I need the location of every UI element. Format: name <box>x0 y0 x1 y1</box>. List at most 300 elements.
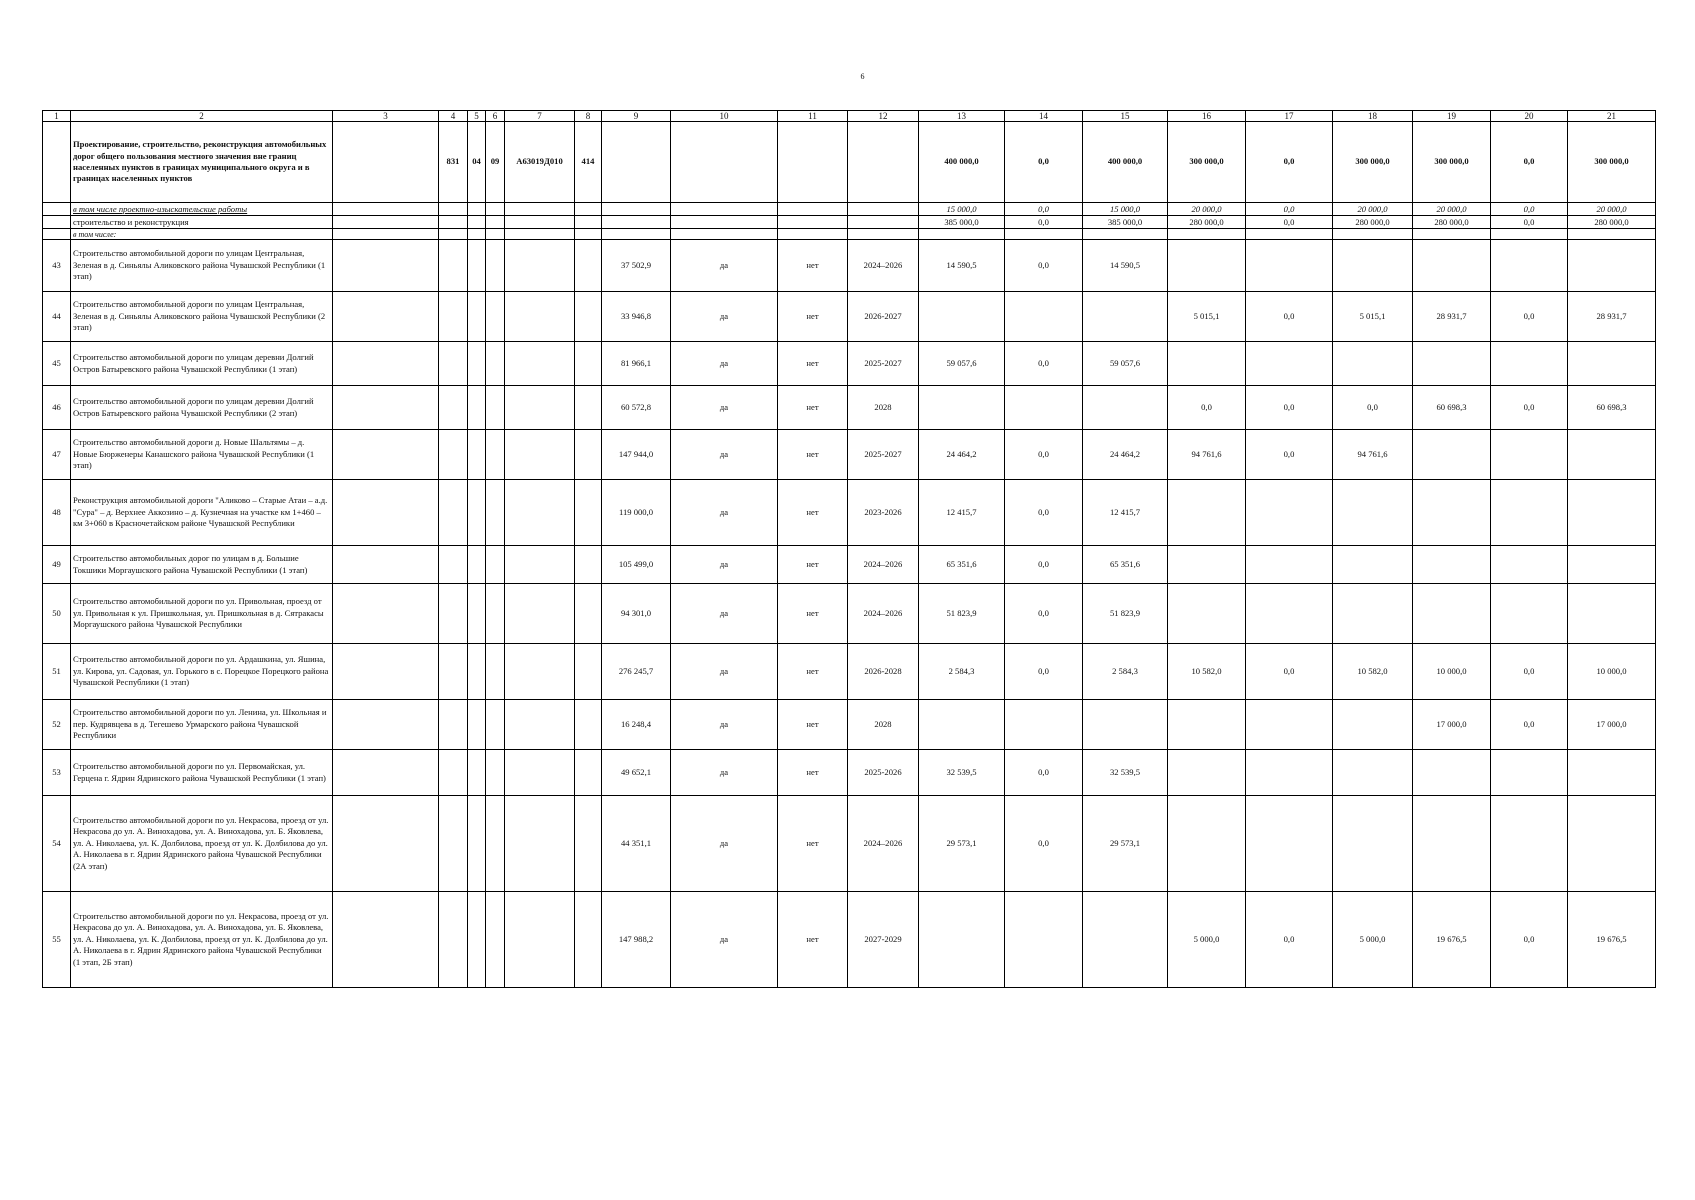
cell-c5 <box>468 240 486 292</box>
cell-c10: да <box>671 342 778 386</box>
cell-c20 <box>1491 546 1568 584</box>
cell-c21 <box>1568 240 1656 292</box>
cell-c14: 0,0 <box>1005 750 1083 796</box>
cell-c19 <box>1413 240 1491 292</box>
cell-c19: 10 000,0 <box>1413 644 1491 700</box>
cell-c15: 29 573,1 <box>1083 796 1168 892</box>
cell-c3 <box>333 292 439 342</box>
cell-c4 <box>439 644 468 700</box>
row-number: 43 <box>43 240 71 292</box>
cell-c13: 24 464,2 <box>919 430 1005 480</box>
cell-c17 <box>1246 750 1333 796</box>
cell-c18 <box>1333 750 1413 796</box>
cell-c16 <box>1168 342 1246 386</box>
cell <box>778 216 848 229</box>
cell-c12: 2024–2026 <box>848 584 919 644</box>
cell-c11: нет <box>778 430 848 480</box>
cell-c8 <box>575 480 602 546</box>
cell-c8 <box>575 386 602 430</box>
cell-c18 <box>1333 546 1413 584</box>
construction-c17: 0,0 <box>1246 216 1333 229</box>
design-row <box>43 203 1656 216</box>
column-number: 10 <box>671 111 778 122</box>
cell-c15: 59 057,6 <box>1083 342 1168 386</box>
summary-subsection: 09 <box>486 122 505 203</box>
cell-c9: 147 944,0 <box>602 430 671 480</box>
cell-c3 <box>333 700 439 750</box>
cell-c21 <box>1568 750 1656 796</box>
table-row <box>43 480 1656 546</box>
cell-c8 <box>575 430 602 480</box>
cell-c10: да <box>671 796 778 892</box>
column-number: 14 <box>1005 111 1083 122</box>
summary-name: Проектирование, строительство, реконструкция автомобильных дорог общего пользования местного значения вне границ населенных пунктов в границах муниципального округа и в границах населенных пунктов <box>71 122 333 203</box>
cell-c4 <box>439 750 468 796</box>
summary-c13: 400 000,0 <box>919 122 1005 203</box>
cell <box>602 122 671 203</box>
column-number: 8 <box>575 111 602 122</box>
object-name: Строительство автомобильной дороги по улицам Центральная, Зеленая в д. Синьялы Аликовского района Чувашской Республики (1 этап) <box>71 240 333 292</box>
cell-c8 <box>575 700 602 750</box>
summary-expense-type: 414 <box>575 122 602 203</box>
table-row <box>43 796 1656 892</box>
table-row <box>43 546 1656 584</box>
cell <box>439 203 468 216</box>
cell-c6 <box>486 796 505 892</box>
column-number: 3 <box>333 111 439 122</box>
cell-c18 <box>1333 342 1413 386</box>
cell <box>848 122 919 203</box>
cell-c21 <box>1568 430 1656 480</box>
cell-c16 <box>1168 584 1246 644</box>
cell-c8 <box>575 584 602 644</box>
budget-table <box>42 110 1656 988</box>
row-number: 45 <box>43 342 71 386</box>
cell <box>468 229 486 240</box>
cell-c21 <box>1568 796 1656 892</box>
cell-c5 <box>468 750 486 796</box>
cell-c5 <box>468 342 486 386</box>
cell <box>505 229 575 240</box>
cell-c17: 0,0 <box>1246 644 1333 700</box>
cell-c20: 0,0 <box>1491 386 1568 430</box>
column-number: 13 <box>919 111 1005 122</box>
cell-c6 <box>486 750 505 796</box>
cell-c17 <box>1246 342 1333 386</box>
cell-c18 <box>1333 584 1413 644</box>
cell-c15: 65 351,6 <box>1083 546 1168 584</box>
cell-c5 <box>468 546 486 584</box>
object-name: Строительство автомобильной дороги по ул. Первомайская, ул. Герцена г. Ядрин Ядринского района Чувашской Республики (1 этап) <box>71 750 333 796</box>
cell-c20 <box>1491 750 1568 796</box>
cell-c13: 59 057,6 <box>919 342 1005 386</box>
cell-c17 <box>1246 240 1333 292</box>
cell-c14: 0,0 <box>1005 240 1083 292</box>
cell-c7 <box>505 292 575 342</box>
cell <box>505 203 575 216</box>
including-row <box>43 229 1656 240</box>
cell-c5 <box>468 892 486 988</box>
cell-c6 <box>486 342 505 386</box>
cell-c15 <box>1083 700 1168 750</box>
cell-c7 <box>505 584 575 644</box>
object-name: Строительство автомобильных дорог по улицам в д. Большие Токшики Моргаушского района Чувашской Республики (1 этап) <box>71 546 333 584</box>
cell-c12: 2024–2026 <box>848 240 919 292</box>
cell-c15: 32 539,5 <box>1083 750 1168 796</box>
cell-c20: 0,0 <box>1491 892 1568 988</box>
cell-c16: 5 000,0 <box>1168 892 1246 988</box>
cell-c21: 17 000,0 <box>1568 700 1656 750</box>
cell-c17: 0,0 <box>1246 292 1333 342</box>
cell-c15 <box>1083 292 1168 342</box>
design-c20: 0,0 <box>1491 203 1568 216</box>
cell-c7 <box>505 240 575 292</box>
cell-c5 <box>468 584 486 644</box>
cell <box>602 229 671 240</box>
cell-c10: да <box>671 292 778 342</box>
cell-c6 <box>486 292 505 342</box>
cell <box>671 229 778 240</box>
cell-c5 <box>468 700 486 750</box>
cell <box>333 122 439 203</box>
construction-c20: 0,0 <box>1491 216 1568 229</box>
cell-c3 <box>333 796 439 892</box>
row-number: 52 <box>43 700 71 750</box>
row-number: 54 <box>43 796 71 892</box>
object-name: Строительство автомобильной дороги по улицам деревни Долгий Остров Батыревского района Чувашской Республики (1 этап) <box>71 342 333 386</box>
cell-c7 <box>505 892 575 988</box>
page-number: 6 <box>860 72 865 81</box>
object-name: Реконструкция автомобильной дороги "Аликово – Старые Атаи – а.д. "Сура" – д. Верхнее Аккозино – д. Кузнечная на участке км 1+460 – км 3+060 в Красночетайском районе Чувашской Республики <box>71 480 333 546</box>
cell-c6 <box>486 644 505 700</box>
cell-c11: нет <box>778 796 848 892</box>
design-c13: 15 000,0 <box>919 203 1005 216</box>
cell <box>1246 229 1333 240</box>
cell-c13: 2 584,3 <box>919 644 1005 700</box>
cell-c6 <box>486 700 505 750</box>
cell-c4 <box>439 796 468 892</box>
cell-c11: нет <box>778 386 848 430</box>
cell-c7 <box>505 644 575 700</box>
cell-c16: 5 015,1 <box>1168 292 1246 342</box>
cell <box>919 229 1005 240</box>
cell <box>486 229 505 240</box>
cell-c3 <box>333 892 439 988</box>
column-number: 5 <box>468 111 486 122</box>
cell-c18: 0,0 <box>1333 386 1413 430</box>
cell-c14: 0,0 <box>1005 342 1083 386</box>
cell-c20 <box>1491 240 1568 292</box>
cell <box>778 203 848 216</box>
cell-c13: 51 823,9 <box>919 584 1005 644</box>
cell-c15: 12 415,7 <box>1083 480 1168 546</box>
column-number: 15 <box>1083 111 1168 122</box>
summary-c21: 300 000,0 <box>1568 122 1656 203</box>
object-name: Строительство автомобильной дороги по ул. Некрасова, проезд от ул. Некрасова до ул. А. Винохадова, ул. А. Винохадова, ул. Б. Яковлева, ул. А. Николаева, ул. К. Долбилова, проезд от ул. К. Долбилова до ул. А. Николаева в г. Ядрин Ядринского района Чувашской Республики (2А этап) <box>71 796 333 892</box>
cell-c5 <box>468 796 486 892</box>
cell-c11: нет <box>778 480 848 546</box>
cell-c10: да <box>671 546 778 584</box>
cell-c12: 2028 <box>848 386 919 430</box>
column-number: 4 <box>439 111 468 122</box>
cell-c12: 2024–2026 <box>848 796 919 892</box>
construction-c18: 280 000,0 <box>1333 216 1413 229</box>
cell-c20: 0,0 <box>1491 292 1568 342</box>
cell-c3 <box>333 240 439 292</box>
table-row <box>43 342 1656 386</box>
cell-c3 <box>333 342 439 386</box>
cell-c20 <box>1491 584 1568 644</box>
cell-c9: 119 000,0 <box>602 480 671 546</box>
table-row <box>43 750 1656 796</box>
cell-c17: 0,0 <box>1246 430 1333 480</box>
table-row <box>43 700 1656 750</box>
cell-c3 <box>333 546 439 584</box>
cell-c9: 94 301,0 <box>602 584 671 644</box>
column-number: 11 <box>778 111 848 122</box>
cell-c9: 49 652,1 <box>602 750 671 796</box>
column-number: 7 <box>505 111 575 122</box>
object-name: Строительство автомобильной дороги по ул. Ардашкина, ул. Яшина, ул. Кирова, ул. Садовая, ул. Горького в с. Порецкое Порецкого района Чувашской Республики (1 этап) <box>71 644 333 700</box>
cell <box>778 122 848 203</box>
cell-c8 <box>575 892 602 988</box>
cell-c6 <box>486 892 505 988</box>
cell-c7 <box>505 342 575 386</box>
cell-c20: 0,0 <box>1491 700 1568 750</box>
cell-c4 <box>439 480 468 546</box>
cell-c12: 2026-2028 <box>848 644 919 700</box>
summary-c20: 0,0 <box>1491 122 1568 203</box>
summary-ministry: 831 <box>439 122 468 203</box>
cell-c17: 0,0 <box>1246 386 1333 430</box>
cell-c18 <box>1333 700 1413 750</box>
construction-row <box>43 216 1656 229</box>
cell-c15: 2 584,3 <box>1083 644 1168 700</box>
object-name: Строительство автомобильной дороги по ул. Ленина, ул. Школьная и пер. Кудрявцева в д. Тегешево Урмарского района Чувашской Республики <box>71 700 333 750</box>
cell <box>505 216 575 229</box>
cell-c7 <box>505 796 575 892</box>
cell-c18: 5 000,0 <box>1333 892 1413 988</box>
cell-c21 <box>1568 480 1656 546</box>
cell-c9: 44 351,1 <box>602 796 671 892</box>
construction-c15: 385 000,0 <box>1083 216 1168 229</box>
cell-c8 <box>575 292 602 342</box>
cell <box>602 203 671 216</box>
summary-c18: 300 000,0 <box>1333 122 1413 203</box>
cell-c18: 94 761,6 <box>1333 430 1413 480</box>
cell-c11: нет <box>778 546 848 584</box>
cell-c11: нет <box>778 292 848 342</box>
cell-c18: 10 582,0 <box>1333 644 1413 700</box>
cell-c20 <box>1491 796 1568 892</box>
column-number: 16 <box>1168 111 1246 122</box>
cell-c8 <box>575 546 602 584</box>
object-name: Строительство автомобильной дороги по ул. Привольная, проезд от ул. Привольная к ул. Пришкольная, ул. Пришкольная в д. Сятракасы Моргаушского района Чувашской Республики <box>71 584 333 644</box>
cell-c17: 0,0 <box>1246 892 1333 988</box>
cell-c19: 17 000,0 <box>1413 700 1491 750</box>
cell-c19 <box>1413 796 1491 892</box>
cell-c15 <box>1083 892 1168 988</box>
cell-c12: 2025-2027 <box>848 430 919 480</box>
cell <box>1168 229 1246 240</box>
cell-c11: нет <box>778 342 848 386</box>
cell-c7 <box>505 546 575 584</box>
cell-c3 <box>333 480 439 546</box>
cell-c21: 19 676,5 <box>1568 892 1656 988</box>
cell <box>575 203 602 216</box>
cell-c10: да <box>671 644 778 700</box>
cell-c15: 24 464,2 <box>1083 430 1168 480</box>
cell-c3 <box>333 750 439 796</box>
object-name: Строительство автомобильной дороги по ул. Некрасова, проезд от ул. Некрасова до ул. А. Винохадова, ул. А. Винохадова, ул. Б. Яковлева, ул. А. Николаева, ул. К. Долбилова, проезд от ул. К. Долбилова до ул. А. Николаева в г. Ядрин Ядринского района Чувашской Республики (1 этап, 2Б этап) <box>71 892 333 988</box>
including-label: в том числе: <box>71 229 333 240</box>
row-number: 47 <box>43 430 71 480</box>
cell-c6 <box>486 430 505 480</box>
cell-c9: 276 245,7 <box>602 644 671 700</box>
row-number: 53 <box>43 750 71 796</box>
cell <box>468 216 486 229</box>
cell-c20 <box>1491 342 1568 386</box>
cell-c11: нет <box>778 750 848 796</box>
cell-c13 <box>919 292 1005 342</box>
cell-c9: 16 248,4 <box>602 700 671 750</box>
design-c16: 20 000,0 <box>1168 203 1246 216</box>
cell <box>43 122 71 203</box>
cell-c15 <box>1083 386 1168 430</box>
cell-c10: да <box>671 240 778 292</box>
cell-c16: 10 582,0 <box>1168 644 1246 700</box>
cell <box>1333 229 1413 240</box>
cell-c16: 94 761,6 <box>1168 430 1246 480</box>
cell-c3 <box>333 584 439 644</box>
cell-c6 <box>486 480 505 546</box>
cell-c8 <box>575 796 602 892</box>
cell-c18: 5 015,1 <box>1333 292 1413 342</box>
cell-c21 <box>1568 584 1656 644</box>
cell-c19 <box>1413 430 1491 480</box>
design-c15: 15 000,0 <box>1083 203 1168 216</box>
design-c19: 20 000,0 <box>1413 203 1491 216</box>
cell-c18 <box>1333 480 1413 546</box>
cell-c16 <box>1168 796 1246 892</box>
cell-c16 <box>1168 750 1246 796</box>
cell-c21: 28 931,7 <box>1568 292 1656 342</box>
cell-c10: да <box>671 750 778 796</box>
cell-c5 <box>468 386 486 430</box>
cell <box>1005 229 1083 240</box>
cell <box>778 229 848 240</box>
cell-c5 <box>468 430 486 480</box>
cell-c11: нет <box>778 584 848 644</box>
cell-c13: 12 415,7 <box>919 480 1005 546</box>
cell-c12: 2026-2027 <box>848 292 919 342</box>
cell <box>1413 229 1491 240</box>
cell-c13 <box>919 892 1005 988</box>
cell-c5 <box>468 480 486 546</box>
cell-c4 <box>439 700 468 750</box>
cell-c12: 2023-2026 <box>848 480 919 546</box>
cell-c12: 2024–2026 <box>848 546 919 584</box>
cell-c14: 0,0 <box>1005 430 1083 480</box>
cell-c3 <box>333 644 439 700</box>
column-number: 9 <box>602 111 671 122</box>
cell-c7 <box>505 700 575 750</box>
row-number: 48 <box>43 480 71 546</box>
object-name: Строительство автомобильной дороги по улицам Центральная, Зеленая в д. Синьялы Аликовского района Чувашской Республики (2 этап) <box>71 292 333 342</box>
cell <box>486 203 505 216</box>
cell-c8 <box>575 342 602 386</box>
cell <box>1083 229 1168 240</box>
cell <box>43 229 71 240</box>
cell <box>439 216 468 229</box>
cell-c4 <box>439 240 468 292</box>
cell-c8 <box>575 644 602 700</box>
cell <box>848 229 919 240</box>
cell-c21: 10 000,0 <box>1568 644 1656 700</box>
object-name: Строительство автомобильной дороги по улицам деревни Долгий Остров Батыревского района Чувашской Республики (2 этап) <box>71 386 333 430</box>
table-row <box>43 292 1656 342</box>
cell <box>575 229 602 240</box>
design-name: в том числе проектно-изыскательские работы <box>71 203 333 216</box>
cell-c20: 0,0 <box>1491 644 1568 700</box>
table-row <box>43 430 1656 480</box>
cell-c16 <box>1168 240 1246 292</box>
cell-c9: 105 499,0 <box>602 546 671 584</box>
cell-c19: 19 676,5 <box>1413 892 1491 988</box>
row-number: 44 <box>43 292 71 342</box>
cell-c16 <box>1168 480 1246 546</box>
cell-c6 <box>486 240 505 292</box>
cell-c15: 51 823,9 <box>1083 584 1168 644</box>
cell-c4 <box>439 342 468 386</box>
cell-c6 <box>486 546 505 584</box>
column-number: 6 <box>486 111 505 122</box>
cell-c9: 81 966,1 <box>602 342 671 386</box>
cell-c18 <box>1333 796 1413 892</box>
cell-c8 <box>575 240 602 292</box>
cell-c12: 2025-2027 <box>848 342 919 386</box>
cell-c4 <box>439 430 468 480</box>
cell-c9: 147 988,2 <box>602 892 671 988</box>
row-number: 55 <box>43 892 71 988</box>
cell-c13: 29 573,1 <box>919 796 1005 892</box>
cell-c3 <box>333 386 439 430</box>
construction-c16: 280 000,0 <box>1168 216 1246 229</box>
design-c21: 20 000,0 <box>1568 203 1656 216</box>
cell-c10: да <box>671 892 778 988</box>
summary-c16: 300 000,0 <box>1168 122 1246 203</box>
cell <box>43 216 71 229</box>
table-row <box>43 240 1656 292</box>
cell <box>43 203 71 216</box>
cell-c4 <box>439 546 468 584</box>
cell-c12: 2025-2026 <box>848 750 919 796</box>
cell <box>333 216 439 229</box>
cell-c14: 0,0 <box>1005 480 1083 546</box>
cell-c13 <box>919 700 1005 750</box>
cell-c8 <box>575 750 602 796</box>
cell <box>486 216 505 229</box>
cell-c7 <box>505 430 575 480</box>
column-number: 19 <box>1413 111 1491 122</box>
cell-c5 <box>468 644 486 700</box>
cell-c5 <box>468 292 486 342</box>
cell-c13: 14 590,5 <box>919 240 1005 292</box>
cell-c11: нет <box>778 644 848 700</box>
summary-row <box>43 122 1656 203</box>
summary-section: 04 <box>468 122 486 203</box>
summary-c19: 300 000,0 <box>1413 122 1491 203</box>
